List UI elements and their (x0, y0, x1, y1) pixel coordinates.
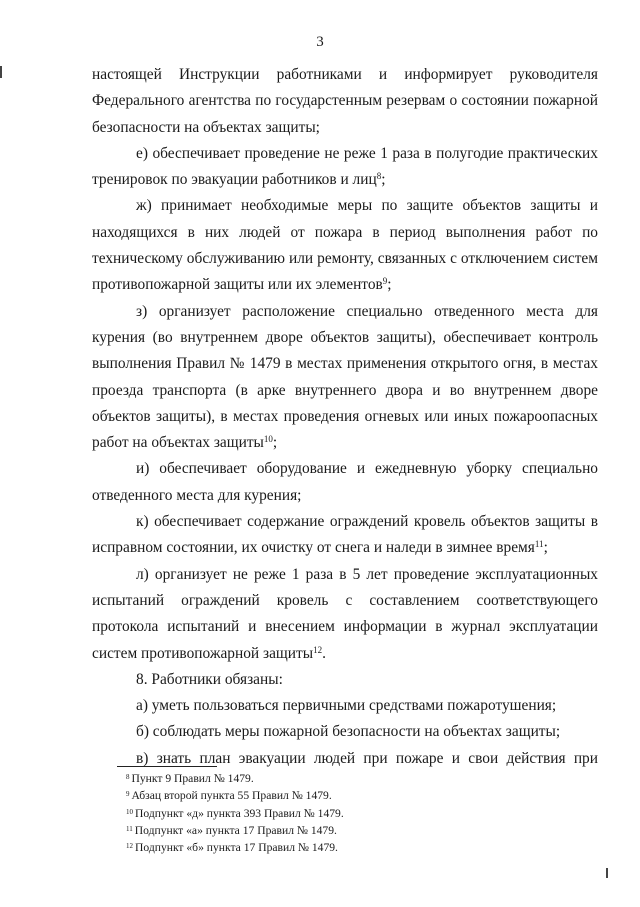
footnote-text: Подпункт «б» пункта 17 Правил № 1479. (135, 841, 338, 855)
footnote-12 (126, 839, 566, 856)
paragraph-item-v (92, 746, 598, 772)
scan-edge-mark-top (0, 66, 2, 78)
paragraph-text: в) знать план эвакуации людей при пожаре и свои действия при (136, 749, 598, 767)
footnote-text: Абзац второй пункта 55 Правил № 1479. (131, 789, 332, 803)
paragraph-item-b (92, 719, 598, 745)
paragraph-item-z (92, 299, 598, 457)
paragraph-tail: ; (272, 434, 278, 452)
footnote-number: 8 (126, 773, 130, 781)
paragraph-text: з) организует расположение специально отведенного места для курения (во внутреннем дворе объектов защиты), обеспечивает контроль выполнения Правил № 1479 в местах применения открытого огня, в местах проезда транспорта (в арке внутреннего двора и во внутреннем дворе объектов защиты), в местах проведения огневых или иных пожароопасных работ на объектах защиты (92, 302, 598, 452)
paragraph-tail: ; (387, 276, 392, 294)
page-number: 3 (316, 34, 324, 50)
footnote-ref: 11 (534, 539, 544, 550)
paragraph-item-zh (92, 193, 598, 298)
paragraph-text: ж) принимает необходимые меры по защите объектов защиты и находящихся в них людей от пожара в период выполнения работ по техническому обслуживанию или ремонту, связанных с отключением систем противопожарной защиты или их элементов (92, 197, 598, 294)
footnotes (126, 770, 566, 856)
paragraph-text: к) обеспечивает содержание ограждений кровель объектов защиты в исправном состоянии, их очистку от снега и наледи в зимнее время (92, 513, 598, 557)
paragraph-item-k (92, 509, 598, 562)
footnote-separator (117, 766, 217, 767)
paragraph-text: 8. Работники обязаны: (136, 670, 283, 688)
paragraph-text: а) уметь пользоваться первичными средствами пожаротушения; (136, 697, 557, 715)
footnote-number: 11 (126, 824, 133, 833)
footnote-ref: 12 (313, 644, 323, 655)
footnote-ref: 10 (263, 434, 273, 445)
paragraph-tail: . (322, 644, 326, 662)
footnote-11 (126, 822, 566, 839)
paragraph-item-i (92, 456, 598, 509)
footnote-text: Подпункт «д» пункта 393 Правил № 1479. (135, 806, 344, 820)
footnote-number: 10 (126, 807, 133, 816)
paragraph-text: б) соблюдать меры пожарной безопасности на объектах защиты; (136, 723, 561, 741)
document-body (92, 62, 598, 772)
footnote-text: Подпункт «а» пункта 17 Правил № 1479. (134, 823, 337, 837)
footnote-8 (126, 770, 566, 787)
paragraph-item-a (92, 693, 598, 719)
footnote-number: 12 (126, 842, 133, 851)
paragraph-continuation (92, 62, 598, 141)
paragraph-text: е) обеспечивает проведение не реже 1 раза в полугодие практических тренировок по эвакуации работников и лиц (92, 144, 598, 189)
footnote-9 (126, 787, 566, 804)
footnote-10 (126, 805, 566, 822)
scan-edge-mark-bottom (606, 868, 608, 878)
paragraph-tail: ; (543, 539, 548, 557)
paragraph-section-8 (92, 667, 598, 693)
footnote-number: 9 (126, 790, 130, 799)
paragraph-text: и) обеспечивает оборудование и ежедневную уборку специально отведенного места для курения; (92, 460, 598, 504)
paragraph-item-l (92, 562, 598, 667)
footnote-text: Пункт 9 Правил № 1479. (131, 772, 254, 785)
footnote-ref: 8 (376, 171, 382, 182)
footnote-ref: 9 (382, 276, 388, 287)
paragraph-tail: ; (381, 171, 386, 189)
paragraph-text: настоящей Инструкции работниками и информирует руководителя Федерального агентства по государстенным резервам о состоянии пожарной безопасности на объектах защиты; (92, 66, 598, 136)
paragraph-item-e (92, 141, 598, 194)
paragraph-text: л) организует не реже 1 раза в 5 лет проведение эксплуатационных испытаний ограждений кровель с составлением соответствующего протокола испытаний и внесением информации в журнал эксплуатации систем противопожарной защиты (92, 565, 598, 662)
